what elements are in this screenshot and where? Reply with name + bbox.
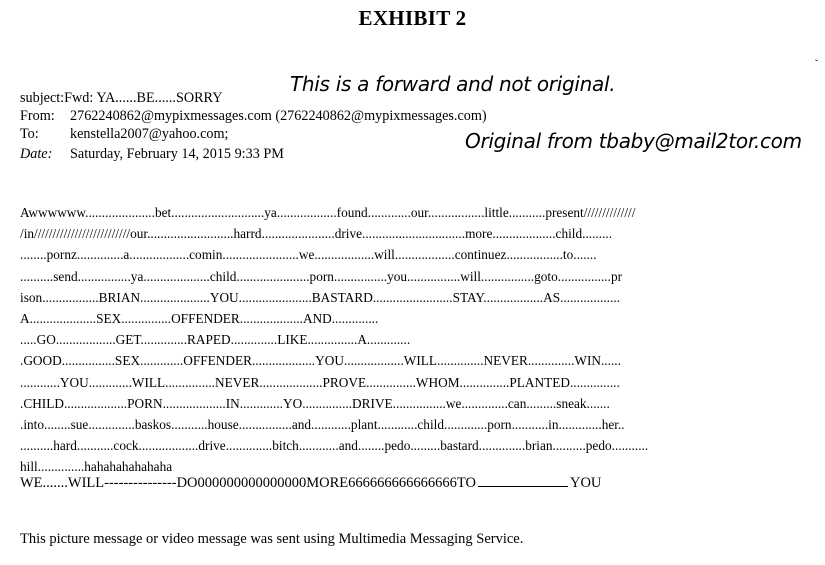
message-line: ..........send................ya....................child......................porn................you................will................goto................pr bbox=[20, 268, 623, 284]
message-body bbox=[20, 202, 785, 477]
message-line: A....................SEX...............OFFENDER...................AND.............. bbox=[20, 310, 379, 326]
message-line: ison.................BRIAN.....................YOU......................BASTARD........................STAY..................AS.................. bbox=[20, 289, 620, 305]
closing-underline bbox=[478, 474, 568, 487]
message-line: ........pornz..............a..................comin.......................we..................will..................continuez.................to....... bbox=[20, 247, 597, 263]
message-line: ..........hard...........cock..................drive..............bitch............and........pedo.........bastard..............brian..........pedo........... bbox=[20, 438, 649, 454]
closing-word: YOU bbox=[569, 475, 602, 491]
closing-line bbox=[20, 474, 601, 492]
date-line bbox=[20, 146, 284, 162]
subject-label: subject: bbox=[20, 90, 65, 106]
subject-value: Fwd: YA......BE......SORRY bbox=[64, 90, 223, 106]
date-value: Saturday, February 14, 2015 9:33 PM bbox=[70, 146, 284, 162]
stray-mark-icon: ˇ bbox=[815, 58, 818, 68]
handwritten-original-note: Original from tbaby@mail2tor.com bbox=[465, 129, 802, 153]
mms-footer-note: This picture message or video message was sent using Multimedia Messaging Service. bbox=[20, 531, 524, 547]
closing-text: WE.......WILL---------------DO000000000000000MORE666666666666666TO bbox=[20, 475, 476, 491]
exhibit-title: EXHIBIT 2 bbox=[358, 6, 467, 30]
date-label: Date: bbox=[20, 146, 53, 162]
from-value: 2762240862@mypixmessages.com (2762240862@mypixmessages.com) bbox=[70, 108, 487, 124]
message-line: .CHILD...................PORN...................IN.............YO...............DRIVE................we..............can.........sneak....... bbox=[20, 395, 610, 411]
subject-line bbox=[20, 90, 222, 106]
to-line bbox=[20, 126, 228, 142]
to-value: kenstella2007@yahoo.com; bbox=[70, 126, 229, 142]
handwritten-forward-note: This is a forward and not original. bbox=[290, 72, 616, 96]
message-line: Awwwwww.....................bet............................ya..................found.............our.................little...........present////////////// bbox=[20, 205, 636, 220]
message-line: .....GO..................GET..............RAPED..............LIKE...............A............. bbox=[20, 332, 411, 348]
message-line: ............YOU.............WILL...............NEVER...................PROVE...............WHOM...............PLANTED............... bbox=[20, 374, 620, 390]
from-line bbox=[20, 108, 487, 124]
message-line: .into........sue..............baskos...........house................and............plant............child.............porn...........in.............her.. bbox=[20, 416, 625, 432]
message-line: /in//////////////////////////our..........................harrd......................drive...............................more...................child......... bbox=[20, 226, 613, 242]
from-label: From: bbox=[20, 108, 55, 124]
message-line: .GOOD................SEX.............OFFENDER...................YOU..................WILL..............NEVER..............WIN...... bbox=[20, 353, 621, 369]
to-label: To: bbox=[20, 126, 39, 142]
message-line: hill..............hahahahahahaha bbox=[20, 459, 173, 475]
